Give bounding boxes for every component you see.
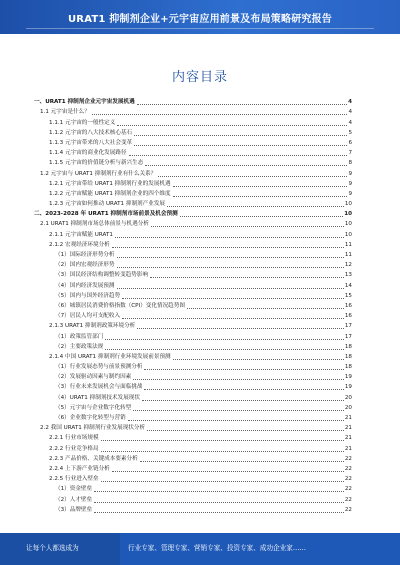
toc-entry[interactable]	[34, 474, 352, 484]
toc-page-number: 22	[344, 455, 352, 462]
toc-entry[interactable]	[34, 219, 352, 229]
toc-leader-dots	[173, 195, 348, 197]
toc-page-number: 22	[344, 496, 352, 503]
toc-leader-dots	[117, 256, 344, 258]
toc-entry[interactable]	[34, 280, 352, 290]
toc-entry-text: 1.2.1 元宇宙带给 URAT1 抑制剂行业的发展机遇	[49, 180, 171, 187]
toc-entry-text: （7）居民人均可支配收入	[55, 313, 121, 320]
footer-slogan-right: 行业专家、管理专家、营销专家、投资专家、成功企业家……	[128, 544, 307, 552]
toc-entry[interactable]	[34, 128, 352, 138]
toc-leader-dots	[173, 358, 344, 360]
toc-entry[interactable]	[34, 260, 352, 270]
report-title: URAT1 抑制剂企业+元宇宙应用前景及布局策略研究报告	[67, 14, 333, 25]
toc-leader-dots	[101, 450, 344, 452]
toc-entry-text: （1）资金壁垒	[55, 486, 93, 493]
toc-entry-text: 2.1.3 URAT1 抑制剂政策环境分析	[49, 323, 136, 330]
table-of-contents	[34, 97, 352, 515]
toc-page-number: 20	[344, 394, 352, 401]
toc-entry[interactable]	[34, 352, 352, 362]
toc-entry[interactable]	[34, 484, 352, 494]
toc-page-number: 17	[344, 323, 352, 330]
toc-entry-text: 2.1 URAT1 抑制剂市场总体前景与机遇分析	[40, 221, 149, 228]
toc-leader-dots	[133, 378, 344, 380]
toc-leader-dots	[94, 501, 344, 503]
toc-leader-dots	[105, 348, 344, 350]
toc-page-number: 21	[344, 445, 352, 452]
toc-page-number: 12	[344, 262, 352, 269]
toc-entry-text: （6）企业数字化转型与营销	[55, 415, 126, 421]
toc-leader-dots	[173, 185, 348, 187]
toc-page-number: 4	[348, 99, 352, 106]
toc-page-number: 10	[344, 221, 352, 228]
toc-entry-text: （3）品牌壁垒	[55, 506, 93, 513]
toc-leader-dots	[140, 460, 344, 462]
toc-leader-dots	[122, 317, 344, 319]
toc-entry-text: （4）URAT1 抑制剂技术发展现状	[55, 394, 140, 401]
toc-page-number: 21	[344, 435, 352, 442]
toc-leader-dots	[167, 205, 344, 207]
toc-page-number: 21	[344, 425, 352, 432]
toc-page-number: 9	[348, 180, 352, 187]
toc-entry-text: （2）人才壁垒	[55, 496, 93, 503]
toc-entry-text: 1.2.2 元宇宙赋能 URAT1 抑制剂企业的四个维度	[49, 190, 171, 197]
toc-page-number: 18	[344, 353, 352, 360]
toc-page-number: 8	[348, 160, 352, 167]
toc-entry[interactable]	[34, 342, 352, 352]
toc-page-number: 10	[344, 211, 352, 218]
toc-entry-text: （2）国内宏观经济形势	[55, 262, 115, 269]
toc-page-number: 16	[344, 313, 352, 320]
toc-entry[interactable]	[34, 443, 352, 453]
toc-entry-text: 2.2.2 行业竞争格局	[49, 445, 99, 452]
toc-entry[interactable]	[34, 291, 352, 301]
toc-entry-text: 2.2 我国 URAT1 抑制剂行业发展现状分析	[40, 425, 146, 432]
footer-slogan-left: 让每个人都选成为	[26, 544, 79, 552]
toc-entry[interactable]	[34, 331, 352, 341]
toc-leader-dots	[128, 419, 344, 421]
toc-entry[interactable]	[34, 250, 352, 260]
toc-leader-dots	[133, 409, 344, 411]
toc-entry[interactable]	[34, 392, 352, 402]
toc-leader-dots	[117, 124, 347, 126]
toc-entry[interactable]	[34, 494, 352, 504]
toc-entry-text: （4）国内经济发展预测	[55, 282, 115, 289]
toc-leader-dots	[101, 439, 344, 441]
toc-page-number: 22	[344, 506, 352, 513]
toc-entry-text: （3）国民经济结构调整转变趋势影响	[55, 272, 149, 279]
toc-leader-dots	[147, 429, 344, 431]
toc-leader-dots	[94, 490, 344, 492]
toc-entry[interactable]	[34, 107, 352, 117]
toc-entry-text: 2.2.1 行业市场规模	[49, 435, 99, 442]
toc-page-number: 5	[348, 129, 352, 136]
toc-page-number: 9	[348, 190, 352, 197]
toc-entry[interactable]	[34, 148, 352, 158]
toc-entry-text: （1）国际经济形势分析	[55, 252, 115, 258]
toc-entry[interactable]	[34, 464, 352, 474]
toc-page-number: 19	[344, 384, 352, 391]
toc-page-number: 10	[344, 231, 352, 238]
toc-entry-text: 1.1 元宇宙是什么？	[40, 109, 90, 116]
toc-entry-text: 2.1.4 中国 URAT1 抑制剂行业环境发展前景预测	[49, 353, 171, 360]
toc-page-number: 16	[344, 302, 352, 309]
toc-entry[interactable]	[34, 403, 352, 413]
toc-leader-dots	[137, 103, 347, 105]
header-divider	[26, 28, 374, 29]
toc-entry-text: 1.1.3 元宇宙带来的八大社会变革	[49, 139, 133, 146]
toc-entry-text: 2.2.5 行业进入壁垒	[49, 476, 99, 483]
toc-entry[interactable]	[34, 372, 352, 382]
toc-entry[interactable]	[34, 270, 352, 280]
toc-leader-dots	[144, 388, 343, 390]
toc-page-number: 19	[344, 374, 352, 381]
toc-entry[interactable]	[34, 138, 352, 148]
toc-page-number: 18	[344, 343, 352, 350]
toc-page-number: 4	[348, 109, 352, 116]
toc-page-number: 14	[344, 282, 352, 289]
toc-leader-dots	[92, 113, 348, 115]
toc-page-number: 22	[344, 486, 352, 493]
toc-entry[interactable]	[34, 179, 352, 189]
toc-leader-dots	[134, 134, 347, 136]
toc-leader-dots	[94, 511, 344, 513]
toc-leader-dots	[158, 175, 347, 177]
toc-entry-text: 2.1.2 宏观经济环境分析	[49, 241, 110, 248]
toc-entry[interactable]	[34, 240, 352, 250]
footer-banner	[0, 533, 400, 565]
toc-entry[interactable]	[34, 413, 352, 423]
toc-entry-text: （2）主要政策法规	[55, 343, 104, 350]
toc-leader-dots	[180, 215, 344, 217]
toc-entry-text: 二、2023-2028 年 URAT1 抑制剂市场前景及机会预测	[34, 211, 178, 218]
toc-entry[interactable]	[34, 423, 352, 433]
toc-entry[interactable]	[34, 433, 352, 443]
toc-page-number: 21	[344, 415, 352, 421]
toc-leader-dots	[115, 236, 344, 238]
toc-page-number: 13	[344, 272, 352, 279]
toc-leader-dots	[145, 164, 347, 166]
toc-entry[interactable]	[34, 158, 352, 168]
toc-entry[interactable]	[34, 382, 352, 392]
toc-leader-dots	[117, 266, 344, 268]
toc-page-number: 7	[348, 150, 352, 157]
toc-entry[interactable]	[34, 229, 352, 239]
toc-entry-text: （6）城镇居民消费价格指数（CPI）变化情况趋势图	[55, 302, 185, 309]
toc-entry-text: 1.1.4 元宇宙的商业化发展路径	[49, 150, 127, 157]
toc-page-number: 15	[344, 292, 352, 299]
toc-entry[interactable]	[34, 117, 352, 127]
toc-leader-dots	[151, 225, 344, 227]
toc-entry[interactable]	[34, 362, 352, 372]
toc-page-number: 20	[344, 404, 352, 411]
toc-leader-dots	[129, 154, 348, 156]
toc-page-number: 17	[344, 333, 352, 340]
toc-entry[interactable]	[34, 168, 352, 178]
toc-leader-dots	[122, 297, 344, 299]
toc-page-number: 22	[344, 465, 352, 472]
toc-page-number: 9	[348, 170, 352, 177]
toc-entry-text: 2.2.3 产品价格、关键成本要素分析	[49, 455, 138, 462]
toc-leader-dots	[105, 338, 344, 340]
toc-entry[interactable]	[34, 97, 352, 107]
toc-leader-dots	[134, 144, 347, 146]
toc-leader-dots	[187, 307, 344, 309]
toc-entry-text: 1.1.1 元宇宙的一般性定义	[49, 119, 116, 126]
toc-leader-dots	[112, 470, 344, 472]
toc-leader-dots	[101, 480, 344, 482]
toc-entry[interactable]	[34, 189, 352, 199]
toc-entry-text: 1.2.3 元宇宙如何推动 URAT1 抑制剂产业发展	[49, 201, 166, 208]
toc-entry[interactable]	[34, 199, 352, 209]
toc-entry[interactable]	[34, 209, 352, 219]
toc-leader-dots	[137, 327, 344, 329]
toc-entry[interactable]	[34, 454, 352, 464]
toc-entry[interactable]	[34, 301, 352, 311]
toc-entry-text: （2）发展驱动因素与制约因素	[55, 374, 132, 381]
toc-leader-dots	[150, 276, 344, 278]
toc-leader-dots	[144, 368, 343, 370]
toc-entry-text: 1.1.5 元宇宙的价值链分析与新兴生态	[49, 160, 144, 167]
toc-entry-text: 1.2 元宇宙与 URAT1 抑制剂行业有什么关系？	[40, 170, 157, 177]
toc-page-number: 22	[344, 476, 352, 483]
toc-heading: 内容目录	[171, 70, 228, 85]
toc-page-number: 6	[348, 139, 352, 146]
toc-page-number: 4	[348, 119, 352, 126]
toc-entry[interactable]	[34, 321, 352, 331]
toc-entry-text: （3）行业未来发展机会与面临挑战	[55, 384, 143, 391]
toc-entry-text: （5）元宇宙与企业数字化转型	[55, 404, 132, 411]
toc-entry-text: （1）行业发展态势与前景预测分析	[55, 364, 143, 371]
toc-page-number: 11	[344, 241, 352, 248]
report-header	[0, 0, 400, 34]
toc-entry-text: 一、URAT1 抑制剂企业元宇宙发展机遇	[34, 99, 135, 106]
toc-entry-text: （5）国内与国外经济趋势	[55, 292, 121, 299]
toc-leader-dots	[142, 399, 344, 401]
toc-entry-text: 1.1.2 元宇宙的八大技术核心基石	[49, 129, 133, 136]
toc-leader-dots	[117, 287, 344, 289]
toc-page-number: 10	[344, 201, 352, 208]
toc-entry[interactable]	[34, 505, 352, 515]
toc-page-number: 11	[344, 252, 352, 258]
toc-entry[interactable]	[34, 311, 352, 321]
toc-entry-text: （1）政策监管部门	[55, 333, 104, 340]
toc-entry-text: 2.2.4 上下游产业链分析	[49, 465, 110, 472]
toc-page-number: 18	[344, 364, 352, 371]
toc-entry-text: 2.1.1 元宇宙赋能 URAT1	[49, 231, 113, 238]
toc-leader-dots	[112, 246, 344, 248]
